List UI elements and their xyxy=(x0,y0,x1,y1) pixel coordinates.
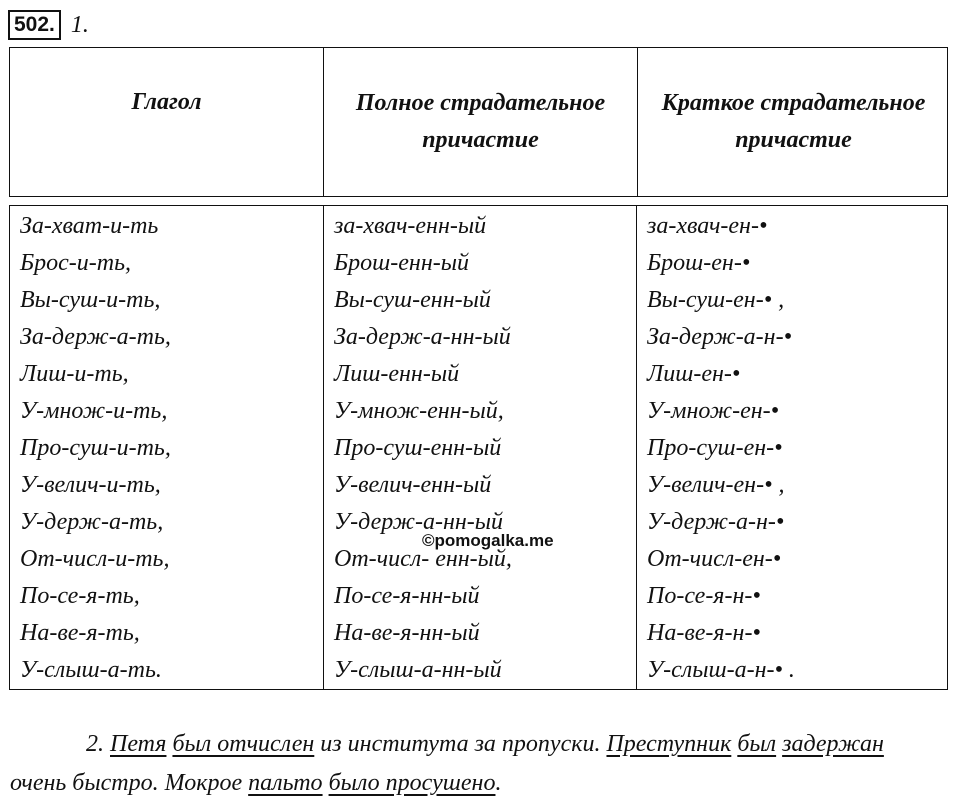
text-2: очень быстро. Мокрое xyxy=(10,770,243,796)
short-participle-cell: Вы-суш-ен-• , xyxy=(647,287,785,313)
short-participle-cell: За-держ-а-н-• xyxy=(647,324,792,350)
verb-cell: У-множ-и-ть, xyxy=(20,398,168,424)
verb-cell: У-держ-а-ть, xyxy=(20,509,164,535)
full-participle-cell: Брош-енн-ый xyxy=(334,250,469,276)
full-participle-cell: У-множ-енн-ый, xyxy=(334,398,504,424)
full-participle-cell: На-ве-я-нн-ый xyxy=(334,620,480,646)
verb-cell: Вы-суш-и-ть, xyxy=(20,287,161,313)
short-participle-cell: У-держ-а-н-• xyxy=(647,509,785,535)
text-3: . xyxy=(495,770,502,796)
full-participle-cell: У-слыш-а-нн-ый xyxy=(334,657,502,683)
full-participle-cell: Про-суш-енн-ый xyxy=(334,435,502,461)
short-participle-cell: От-числ-ен-• xyxy=(647,546,782,572)
verb-cell: За-хват-и-ть xyxy=(20,213,159,239)
short-participle-cell: Брош-ен-• xyxy=(647,250,751,276)
short-participle-cell: У-велич-ен-• , xyxy=(647,472,785,498)
subject-3: пальто xyxy=(248,770,323,796)
predicate-3: было просушено xyxy=(328,770,496,796)
header-full-participle: Полное страдательное причастие xyxy=(323,48,637,196)
verb-cell: У-велич-и-ть, xyxy=(20,472,161,498)
part-two-text xyxy=(10,725,910,803)
full-participle-cell: У-держ-а-нн-ый xyxy=(334,509,503,535)
short-participle-cell: за-хвач-ен-• xyxy=(647,213,768,239)
verb-cell: У-слыш-а-ть. xyxy=(20,657,162,683)
short-participle-cell: По-се-я-н-• xyxy=(647,583,761,609)
full-participle-cell: за-хвач-енн-ый xyxy=(334,213,487,239)
column-short-participles xyxy=(636,206,947,689)
short-participle-cell: У-слыш-а-н-• . xyxy=(647,657,795,683)
table-header xyxy=(9,47,948,197)
full-participle-cell: По-се-я-нн-ый xyxy=(334,583,480,609)
full-participle-cell: За-держ-а-нн-ый xyxy=(334,324,511,350)
verb-cell: За-держ-а-ть, xyxy=(20,324,171,350)
verb-cell: От-числ-и-ть, xyxy=(20,546,170,572)
verb-cell: Про-суш-и-ть, xyxy=(20,435,171,461)
full-participle-cell: Лиш-енн-ый xyxy=(334,361,460,387)
short-participle-cell: У-множ-ен-• xyxy=(647,398,780,424)
watermark: ©pomogalka.me xyxy=(422,531,554,550)
short-participle-cell: Лиш-ен-• xyxy=(647,361,741,387)
full-participle-cell: У-велич-енн-ый xyxy=(334,472,492,498)
table-body xyxy=(9,205,948,690)
short-participle-cell: Про-суш-ен-• xyxy=(647,435,783,461)
header-short-participle: Краткое страдательное причастие xyxy=(637,48,949,196)
text-1: из института за пропуски. xyxy=(320,731,601,757)
full-participle-cell: От-числ- енн-ый, xyxy=(334,546,512,572)
subject-2: Преступник xyxy=(606,731,732,757)
full-participle-cell: Вы-суш-енн-ый xyxy=(334,287,491,313)
header-verb: Глагол xyxy=(131,88,202,115)
short-participle-cell: На-ве-я-н-• xyxy=(647,620,761,646)
exercise-number: 502. xyxy=(8,10,61,40)
subject-1: Петя xyxy=(110,731,167,757)
predicate-2b: задержан xyxy=(782,731,884,757)
verb-cell: Брос-и-ть, xyxy=(20,250,132,276)
verb-cell: По-се-я-ть, xyxy=(20,583,140,609)
column-full-participles xyxy=(323,206,636,689)
column-verbs xyxy=(10,206,323,689)
predicate-1: был отчислен xyxy=(172,731,315,757)
verb-cell: Лиш-и-ть, xyxy=(20,361,129,387)
part-two-number: 2. xyxy=(86,731,104,757)
part-one-label: 1. xyxy=(70,11,89,38)
exercise-header xyxy=(8,8,89,42)
verb-cell: На-ве-я-ть, xyxy=(20,620,140,646)
predicate-2a: был xyxy=(737,731,777,757)
